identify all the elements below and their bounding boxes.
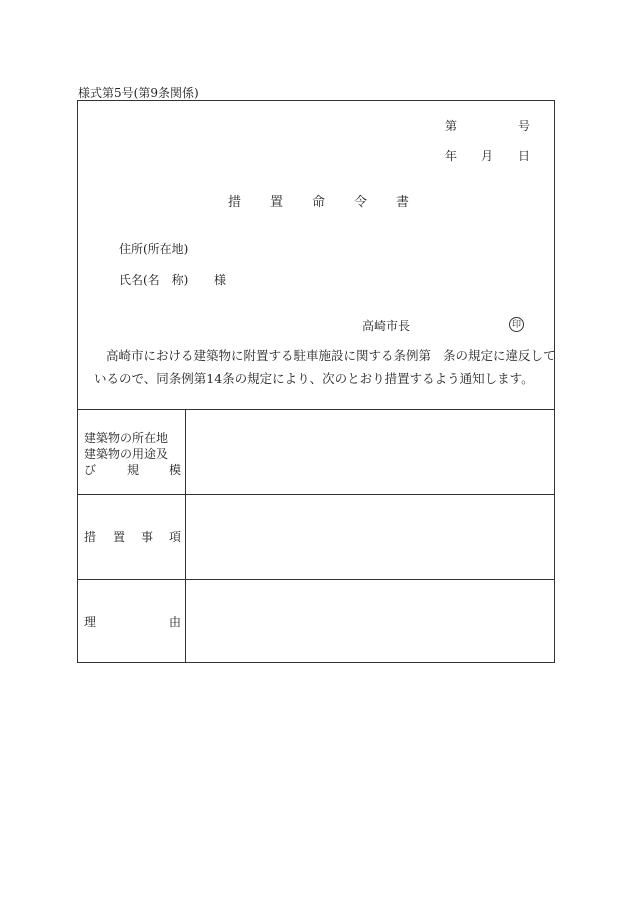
row2-label-char2: 置	[113, 530, 126, 544]
date-month-label: 月	[481, 149, 494, 163]
form-number-label: 様式第5号(第9条関係)	[78, 86, 199, 100]
row1-label-line3-char3: 模	[169, 463, 182, 477]
title-char-5: 書	[396, 195, 410, 210]
honorific-sama: 様	[214, 273, 227, 287]
row1-label-line1: 建築物の所在地	[84, 431, 169, 445]
row2-label-char4: 項	[169, 530, 182, 544]
row1-label-line3-char1: び	[84, 463, 97, 477]
title-char-3: 命	[312, 195, 326, 210]
title-char-1: 措	[228, 195, 242, 210]
order-form-frame	[77, 100, 555, 663]
measures-field[interactable]	[186, 495, 555, 579]
name-label: 氏名(名 称)	[119, 273, 189, 287]
title-char-2: 置	[270, 195, 284, 210]
seal-mark: 印	[509, 317, 524, 332]
number-prefix: 第	[445, 119, 458, 133]
row2-label-char3: 事	[141, 530, 154, 544]
location-use-scale-field[interactable]	[186, 410, 555, 494]
row3-label-char1: 理	[84, 615, 97, 629]
row3-label-char2: 由	[169, 615, 182, 629]
title-char-4: 令	[354, 195, 368, 210]
date-year-label: 年	[445, 149, 458, 163]
body-line2: いるので、同条例第14条の規定により、次のとおり措置するよう通知します。	[94, 371, 534, 386]
reason-field[interactable]	[186, 580, 555, 663]
body-line1-part1: 高崎市における建築物に附置する駐車施設に関する条例第	[106, 348, 432, 363]
row1-label-line2: 建築物の用途及	[84, 447, 169, 461]
row2-label-char1: 措	[84, 530, 97, 544]
issuer-title: 高崎市長	[362, 319, 411, 333]
date-day-label: 日	[518, 149, 531, 163]
body-line1-part2: 条の規定に違反して	[443, 348, 556, 363]
address-label: 住所(所在地)	[119, 242, 189, 256]
row1-label-line3-char2: 規	[127, 463, 140, 477]
number-suffix: 号	[518, 119, 531, 133]
